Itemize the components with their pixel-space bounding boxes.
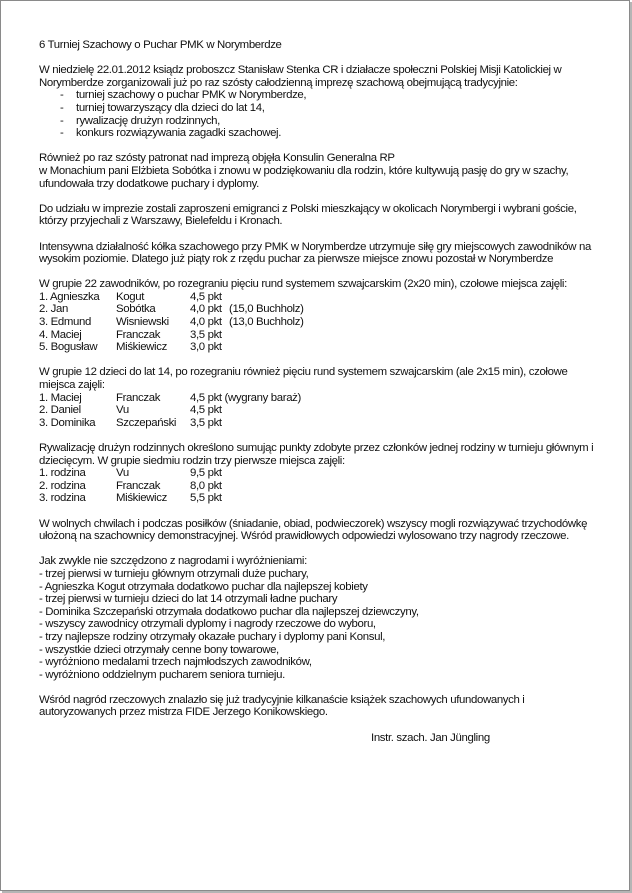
list-item: - wyróżniono oddzielnym pucharem seniora turnieju.	[39, 668, 285, 681]
table-row: 3. rodzina Miśkiewicz 5,5 pkt	[39, 492, 222, 505]
club-paragraph: Intensywna działalność kółka szachowego przy PMK w Norymberdze utrzymuje siłę gry miejscowych zawodników na wysokim poziomie. Dlatego już piąty rok z rzędu puchar za pierwsze miejsce znowu pozostał w Norymberdze	[39, 240, 591, 266]
table-row: 5. Bogusław Miśkiewicz 3,0 pkt	[39, 341, 222, 354]
list-item: - trzy najlepsze rodziny otrzymały okazałe puchary i dyplomy pani Konsul,	[39, 630, 386, 643]
list-item: - turniej towarzyszący dla dzieci do lat 14,	[39, 102, 599, 115]
list-item: - konkurs rozwiązywania zagadki szachowej.	[39, 127, 599, 140]
events-list	[39, 89, 599, 139]
table-row: 1. Maciej Franczak 4,5 pkt (wygrany baraż)	[39, 391, 301, 404]
family-results-table	[39, 467, 222, 505]
list-item: - wszystkie dzieci otrzymały cenne bony towarowe,	[39, 643, 279, 656]
table-row: 3. Edmund Wisniewski 4,0 pkt (13,0 Buchholz)	[39, 316, 304, 329]
signature: Instr. szach. Jan Jüngling	[371, 731, 490, 744]
kids-results-table	[39, 392, 301, 430]
patronage-paragraph: w Monachium pani Elżbieta Sobótka i znowu w podziękowaniu dla rodzin, które kultywują pasję do gry w szachy, ufundowała trzy dodatkowe puchary i dyplomy.	[39, 164, 569, 190]
list-item: - trzej pierwsi w turnieju głównym otrzymali duże puchary,	[39, 567, 309, 580]
table-row: 2. Daniel Vu 4,5 pkt	[39, 404, 222, 417]
books-paragraph: Wśród nagród rzeczowych znalazło się już tradycyjnie kilkanaście książek szachowych ufundowanych i autoryzowanych przez mistrza FIDE Jerzego Konikowskiego.	[39, 693, 525, 719]
list-item: - Dominika Szczepański otrzymała dodatkowo puchar dla najlepszej dziewczyny,	[39, 605, 419, 618]
puzzle-paragraph: W wolnych chwilach i podczas posiłków (śniadanie, obiad, podwieczorek) wszyscy mogli rozwiązywać trzychodówkę ułożoną na szachownicy demonstracyjnej. Wśród prawidłowych odpowiedzi wylosowano trzy nagrody rzeczowe.	[39, 517, 588, 543]
document-body	[39, 39, 599, 744]
list-item: - rywalizację drużyn rodzinnych,	[39, 115, 599, 128]
patronage-line: Również po raz szósty patronat nad imprezą objęła Konsulin Generalna RP	[39, 152, 395, 165]
guests-paragraph: Do udziału w imprezie zostali zaproszeni emigranci z Polski mieszkający w okolicach Norymbergi i wybrani goście, którzy przyjechali z Warszawy, Bielefeldu i Kronach.	[39, 202, 577, 228]
list-item: - Agnieszka Kogut otrzymała dodatkowo puchar dla najlepszej kobiety	[39, 580, 368, 593]
table-row: 1. rodzina Vu 9,5 pkt	[39, 467, 222, 480]
list-item: - turniej szachowy o puchar PMK w Norymberdze,	[39, 89, 599, 102]
intro-paragraph: W niedzielę 22.01.2012 ksiądz proboszcz Stanisław Stenka CR i działacze społeczni Polskiej Misji Katolickiej w Norymberdze zorganizowali już po raz szósty całodzienną imprezę szachową obejmującą tradycyjnie:	[39, 64, 562, 89]
table-row: 3. Dominika Szczepański 3,5 pkt	[39, 416, 222, 429]
table-row: 2. rodzina Franczak 8,0 pkt	[39, 479, 222, 492]
kids-intro: W grupie 12 dzieci do lat 14, po rozegraniu również pięciu rund systemem szwajcarskim (ale 2x15 min), czołowe miejsca zajęli:	[39, 366, 568, 392]
table-row: 2. Jan Sobótka 4,0 pkt (15,0 Buchholz)	[39, 303, 304, 316]
awards-intro: Jak zwykle nie szczędzono z nagrodami i wyróżnieniami:	[39, 555, 307, 568]
list-item: - wyróżniono medalami trzech najmłodszych zawodników,	[39, 656, 312, 669]
awards-list	[39, 568, 599, 681]
list-item: - wszyscy zawodnicy otrzymali dyplomy i nagrody rzeczowe do wyboru,	[39, 618, 376, 631]
family-intro: Rywalizację drużyn rodzinnych określono sumując punkty zdobyte przez członków jednej rodziny w turnieju głównym i dziecięcym. W grupie siedmiu rodzin trzy pierwsze miejsca zajęli:	[39, 442, 594, 467]
document-title: 6 Turniej Szachowy o Puchar PMK w Norymberdze	[39, 39, 282, 51]
adult-intro: W grupie 22 zawodników, po rozegraniu pięciu rund systemem szwajcarskim (2x20 min), czołowe miejsca zajęli:	[39, 278, 567, 291]
adult-results-table	[39, 291, 304, 354]
table-row: 1. Agnieszka Kogut 4,5 pkt	[39, 290, 222, 303]
table-row: 4. Maciej Franczak 3,5 pkt	[39, 328, 222, 341]
list-item: - trzej pierwsi w turnieju dzieci do lat 14 otrzymali ładne puchary	[39, 593, 338, 606]
